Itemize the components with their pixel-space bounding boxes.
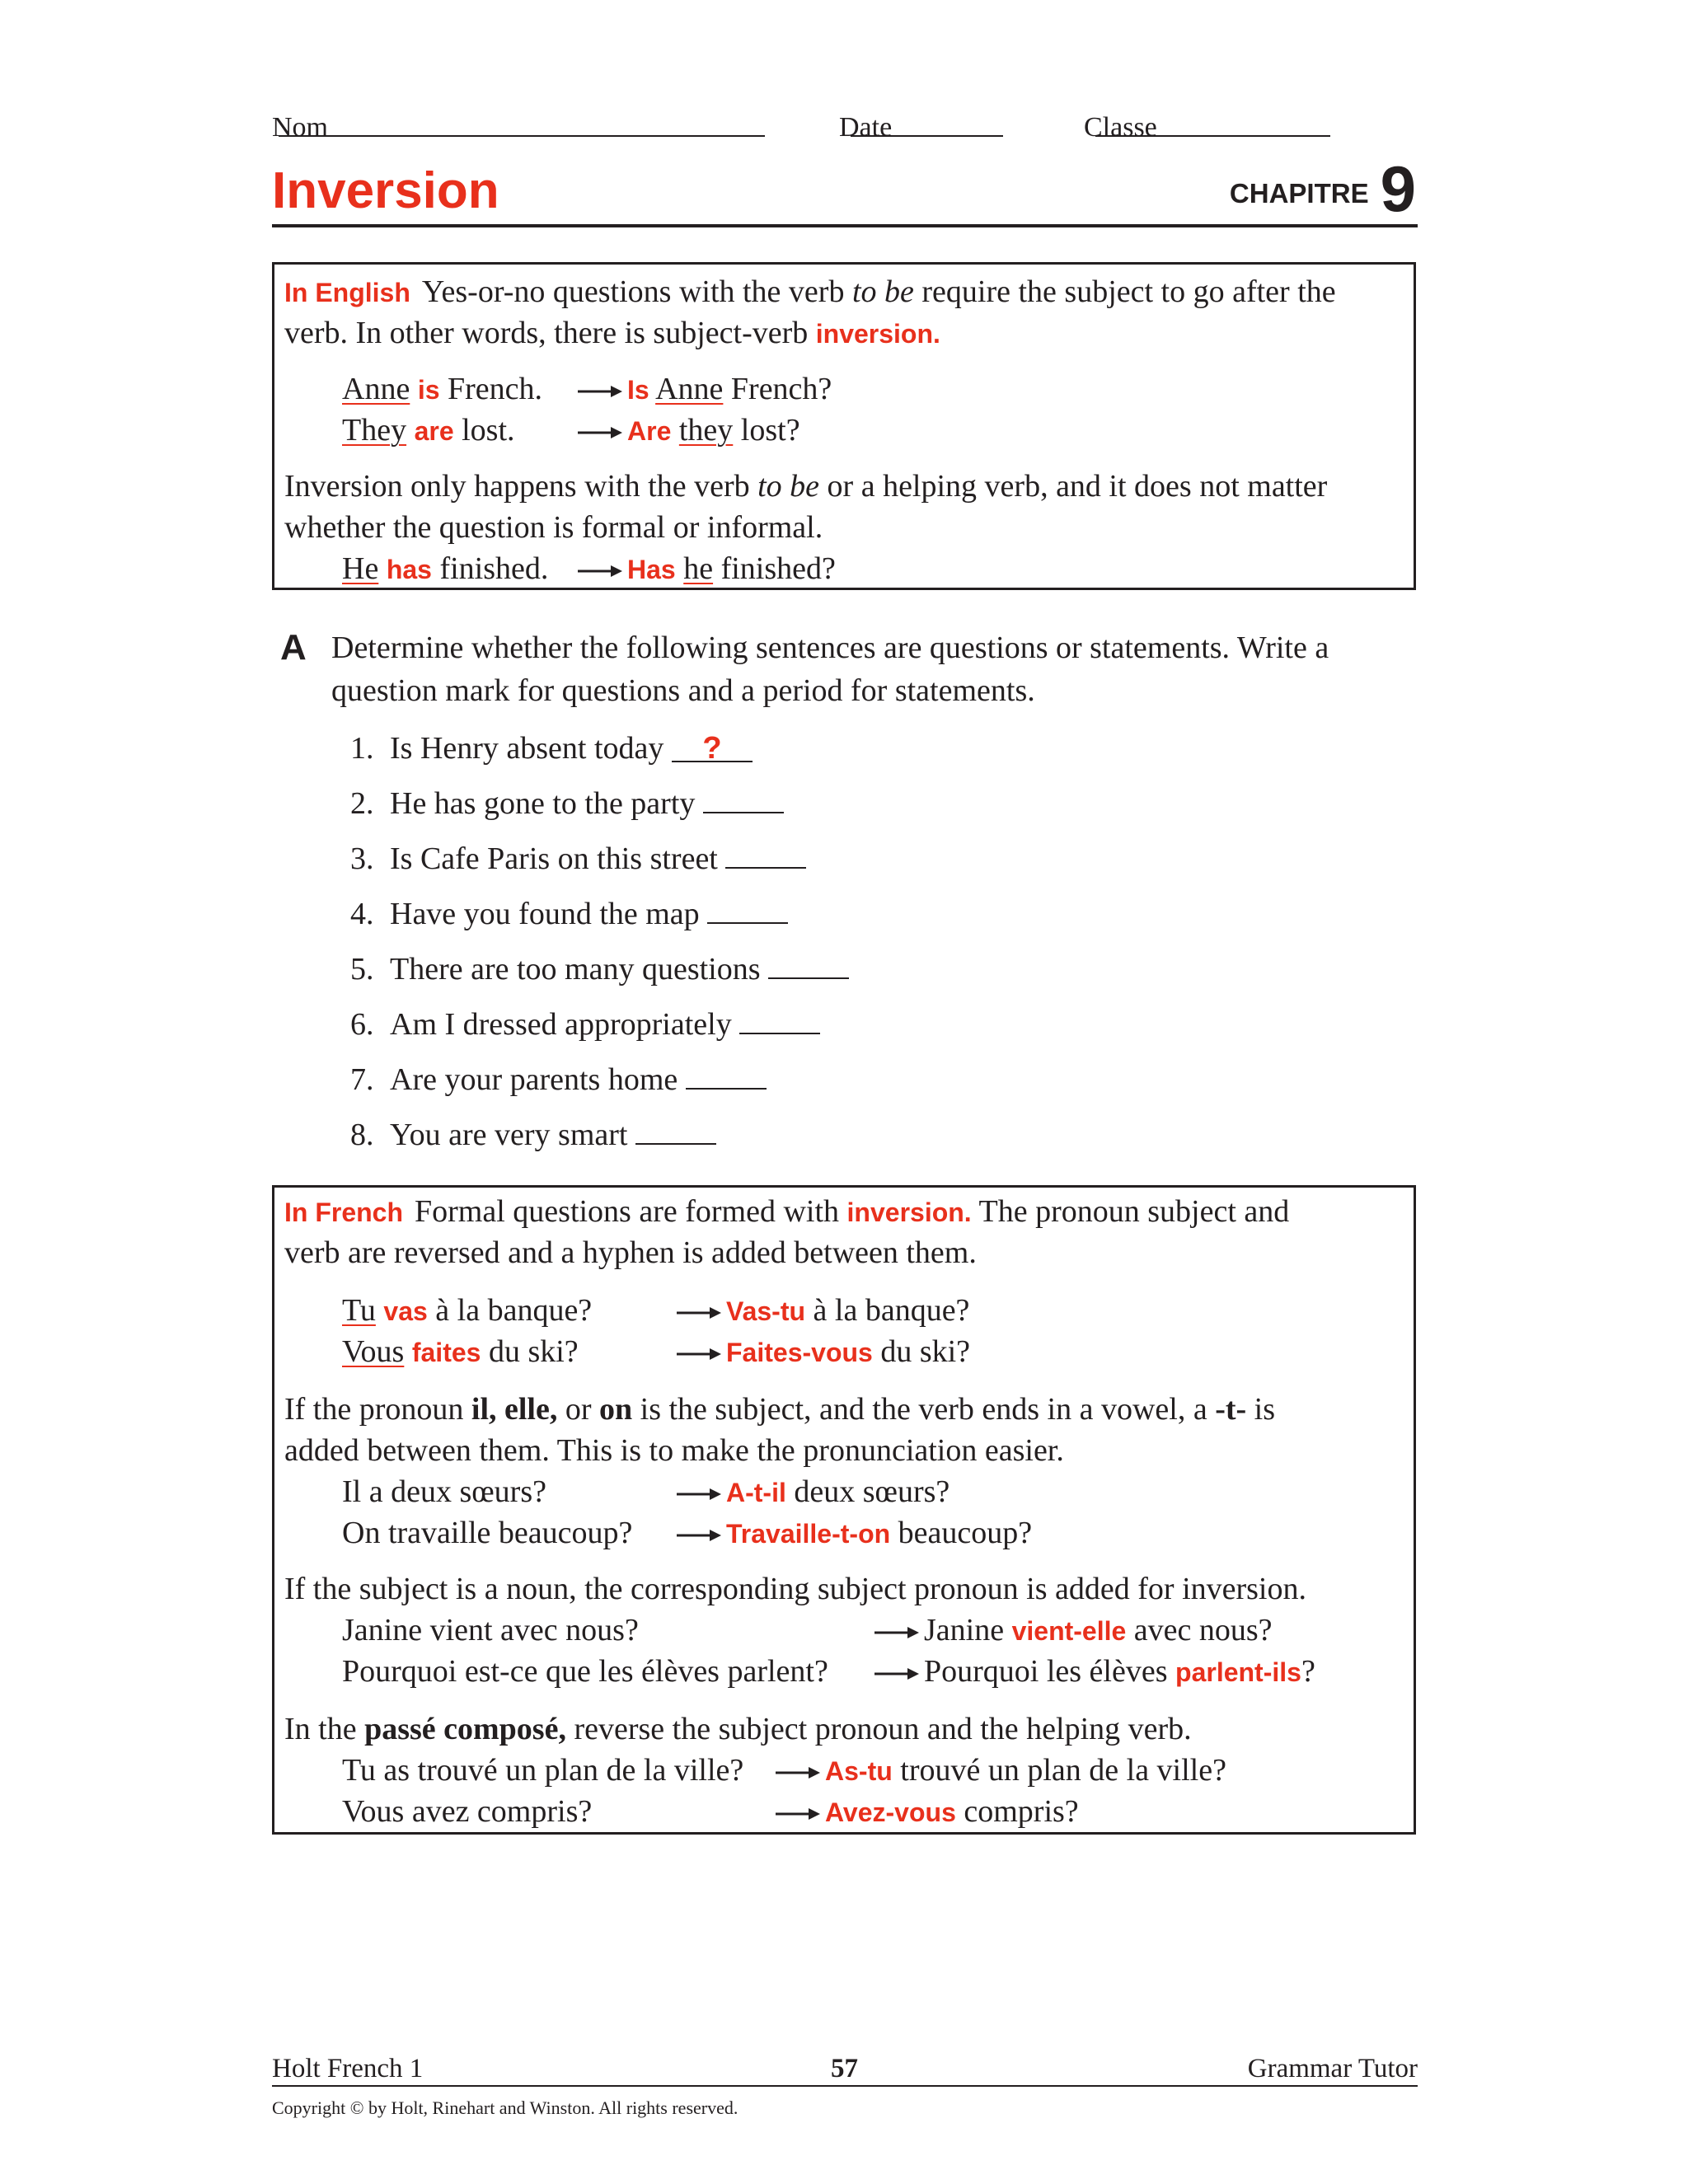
- q-inverted: vient-elle: [1011, 1616, 1127, 1646]
- answer-blank[interactable]: [703, 787, 784, 813]
- subject: Tu: [342, 1293, 376, 1328]
- answer-blank[interactable]: [635, 1118, 716, 1145]
- rule-text-line2: added between them. This is to make the pronunciation easier.: [284, 1433, 1064, 1468]
- arrow-right-icon: [776, 1806, 820, 1822]
- answer-blank[interactable]: [768, 953, 849, 979]
- q-subject: Anne: [655, 372, 724, 406]
- note-text-line2: whether the question is formal or informal.: [284, 510, 823, 545]
- rule-text: reverse the subject pronoun and the helping verb.: [574, 1712, 1192, 1746]
- example-row: [342, 1331, 579, 1373]
- arrow-right-icon: [578, 383, 622, 400]
- copyright-text: Copyright © by Holt, Rinehart and Winston. All rights reserved.: [272, 2097, 738, 2118]
- french-explanation-box: [272, 1185, 1416, 1835]
- note-text: Inversion only happens with the verb: [284, 469, 750, 504]
- q-rest: lost?: [740, 413, 800, 448]
- example-row: [342, 1750, 743, 1791]
- q-inverted: Avez-vous: [825, 1797, 956, 1827]
- intro-text-line2: verb. In other words, there is subject-verb: [284, 316, 809, 350]
- q-pre: Pourquoi les élèves: [924, 1654, 1168, 1689]
- example-question: [776, 1791, 1079, 1833]
- item-text: Am I dressed appropriately: [390, 1007, 732, 1042]
- q-rest: ?: [1301, 1654, 1315, 1689]
- in-english-label: In English: [284, 278, 410, 307]
- rule-text: In the: [284, 1712, 357, 1746]
- item-text: Are your parents home: [390, 1062, 678, 1097]
- q-subject: they: [678, 413, 734, 448]
- rule-bold: -t-: [1215, 1392, 1247, 1427]
- chapter-label: CHAPITRE: [1229, 178, 1369, 209]
- item-text: Have you found the map: [390, 897, 700, 931]
- arrow-right-icon: [578, 563, 622, 579]
- example-question: [677, 1512, 1032, 1554]
- footer-rule: [272, 2085, 1418, 2087]
- answer-blank[interactable]: [739, 1008, 820, 1034]
- chapter-heading: [1230, 152, 1416, 227]
- rule-bold: il, elle,: [471, 1392, 558, 1427]
- example-question: [874, 1651, 1315, 1693]
- example-row: [342, 1290, 592, 1332]
- rule-text: If the pronoun: [284, 1392, 464, 1427]
- item-number: 4.: [350, 897, 374, 931]
- arrow-right-icon: [677, 1346, 721, 1362]
- item-number: 2.: [350, 786, 374, 821]
- inversion-term: inversion.: [815, 319, 940, 349]
- q-inverted: Travaille-t-on: [726, 1519, 891, 1549]
- q-verb: Has: [627, 555, 676, 584]
- example-row: [342, 1512, 632, 1554]
- subject: Vous: [342, 1334, 405, 1369]
- item-text: Is Cafe Paris on this street: [390, 841, 718, 876]
- subject: Anne: [342, 372, 410, 406]
- example-row: [342, 1610, 639, 1651]
- q-verb: Is: [627, 375, 649, 405]
- statement-rest: à la banque?: [435, 1293, 593, 1328]
- q-inverted: Vas-tu: [726, 1296, 806, 1326]
- arrow-right-icon: [874, 1666, 919, 1682]
- subject: He: [342, 551, 379, 586]
- item-number: 3.: [350, 841, 374, 876]
- q-pre: Janine: [924, 1613, 1005, 1647]
- answer-blank[interactable]: [707, 898, 788, 924]
- intro-italic: to be: [851, 274, 914, 309]
- q-subject: he: [683, 551, 714, 586]
- intro-text-line2: verb are reversed and a hyphen is added between them.: [284, 1235, 977, 1270]
- example-question: [578, 410, 800, 452]
- q-rest: du ski?: [880, 1334, 971, 1369]
- statement: Pourquoi est-ce que les élèves parlent?: [342, 1654, 828, 1689]
- page-title: Inversion: [272, 162, 499, 219]
- list-item: [350, 841, 806, 877]
- classe-field[interactable]: [1095, 112, 1330, 137]
- book-section: Grammar Tutor: [1247, 2054, 1418, 2083]
- example-question: [677, 1471, 950, 1513]
- chapter-number: 9: [1380, 152, 1416, 225]
- arrow-right-icon: [776, 1765, 820, 1781]
- item-number: 7.: [350, 1062, 374, 1097]
- q-inverted: As-tu: [825, 1756, 893, 1786]
- q-rest: beaucoup?: [898, 1516, 1033, 1550]
- item-text: You are very smart: [390, 1118, 628, 1152]
- statement-rest: lost.: [462, 413, 515, 448]
- date-field[interactable]: [851, 112, 1003, 137]
- example-row: [342, 1791, 592, 1832]
- statement: Tu as trouvé un plan de la ville?: [342, 1753, 744, 1788]
- item-number: 8.: [350, 1118, 374, 1152]
- verb: are: [414, 416, 454, 446]
- example-question: [578, 548, 836, 590]
- example-question: [776, 1750, 1226, 1792]
- q-rest: compris?: [964, 1794, 1079, 1829]
- verb: has: [386, 555, 432, 584]
- item-number: 6.: [350, 1007, 374, 1042]
- item-text: Is Henry absent today: [390, 731, 664, 766]
- list-item: [350, 1062, 767, 1098]
- note-text-cont: or a helping verb, and it does not matter: [827, 469, 1328, 504]
- example-row: [342, 1471, 546, 1512]
- english-explanation-box: [272, 262, 1416, 590]
- q-rest: French?: [730, 372, 832, 406]
- page-number: 57: [831, 2054, 858, 2083]
- list-item: [350, 730, 753, 766]
- answer-blank[interactable]: ?: [672, 736, 753, 762]
- q-inverted: A-t-il: [726, 1478, 786, 1507]
- verb: is: [417, 375, 440, 405]
- q-rest: avec nous?: [1133, 1613, 1273, 1647]
- list-item: [350, 785, 784, 822]
- verb: vas: [383, 1296, 428, 1326]
- rule-noun-text: If the subject is a noun, the corresponding subject pronoun is added for inversion.: [284, 1572, 1306, 1606]
- classe-label: Classe: [1084, 112, 1157, 143]
- exercise-instructions: Determine whether the following sentences are questions or statements. Write a: [331, 630, 1329, 665]
- intro-text-cont: The pronoun subject and: [978, 1194, 1290, 1229]
- note-italic: to be: [757, 469, 820, 504]
- arrow-right-icon: [578, 424, 622, 441]
- q-rest: trouvé un plan de la ville?: [900, 1753, 1226, 1788]
- verb: faites: [411, 1338, 481, 1367]
- arrow-right-icon: [874, 1624, 919, 1641]
- list-item: [350, 951, 849, 987]
- statement-rest: finished.: [439, 551, 549, 586]
- statement-rest: French.: [448, 372, 543, 406]
- list-item: [350, 1117, 716, 1153]
- title-rule: [272, 224, 1418, 227]
- example-question: [874, 1610, 1273, 1652]
- arrow-right-icon: [677, 1305, 721, 1321]
- book-title: Holt French 1: [272, 2054, 424, 2083]
- statement: On travaille beaucoup?: [342, 1516, 633, 1550]
- nom-label: Nom: [272, 112, 328, 143]
- in-french-label: In French: [284, 1197, 404, 1227]
- example-question: [578, 368, 832, 410]
- answer-blank[interactable]: [686, 1063, 767, 1090]
- example-question: [677, 1331, 970, 1373]
- item-number: 1.: [350, 731, 374, 766]
- exercise-instructions-line2: question mark for questions and a period for statements.: [331, 673, 1035, 708]
- statement: Il a deux sœurs?: [342, 1474, 546, 1509]
- q-rest: deux sœurs?: [794, 1474, 950, 1509]
- rule-bold: passé composé,: [364, 1712, 566, 1746]
- rule-bold: on: [599, 1392, 633, 1427]
- item-number: 5.: [350, 952, 374, 987]
- arrow-right-icon: [677, 1486, 721, 1502]
- q-verb: Are: [627, 416, 672, 446]
- example-row: [342, 410, 515, 452]
- list-item: [350, 1006, 820, 1043]
- q-rest: finished?: [720, 551, 836, 586]
- rule-text: is the subject, and the verb ends in a vowel, a: [640, 1392, 1207, 1427]
- answer-blank[interactable]: [725, 842, 806, 869]
- inversion-term: inversion.: [846, 1197, 972, 1227]
- example-row: [342, 368, 542, 410]
- q-inverted: Faites-vous: [726, 1338, 873, 1367]
- q-rest: à la banque?: [813, 1293, 970, 1328]
- subject: They: [342, 413, 407, 448]
- nom-field[interactable]: [279, 112, 765, 137]
- statement-rest: du ski?: [488, 1334, 579, 1369]
- statement: Janine vient avec nous?: [342, 1613, 639, 1647]
- exercise-letter: A: [280, 627, 307, 668]
- rule-text: or: [565, 1392, 592, 1427]
- arrow-right-icon: [677, 1527, 721, 1544]
- example-row: [342, 1651, 828, 1692]
- q-inverted: parlent-ils: [1175, 1657, 1301, 1687]
- date-label: Date: [839, 112, 893, 143]
- list-item: [350, 896, 788, 932]
- example-row: [342, 548, 548, 590]
- item-text: There are too many questions: [390, 952, 761, 987]
- item-text: He has gone to the party: [390, 786, 696, 821]
- rule-text: is: [1254, 1392, 1276, 1427]
- intro-text-cont: require the subject to go after the: [921, 274, 1336, 309]
- statement: Vous avez compris?: [342, 1794, 593, 1829]
- intro-text: Formal questions are formed with: [415, 1194, 840, 1229]
- intro-text: Yes-or-no questions with the verb: [421, 274, 845, 309]
- example-question: [677, 1290, 969, 1332]
